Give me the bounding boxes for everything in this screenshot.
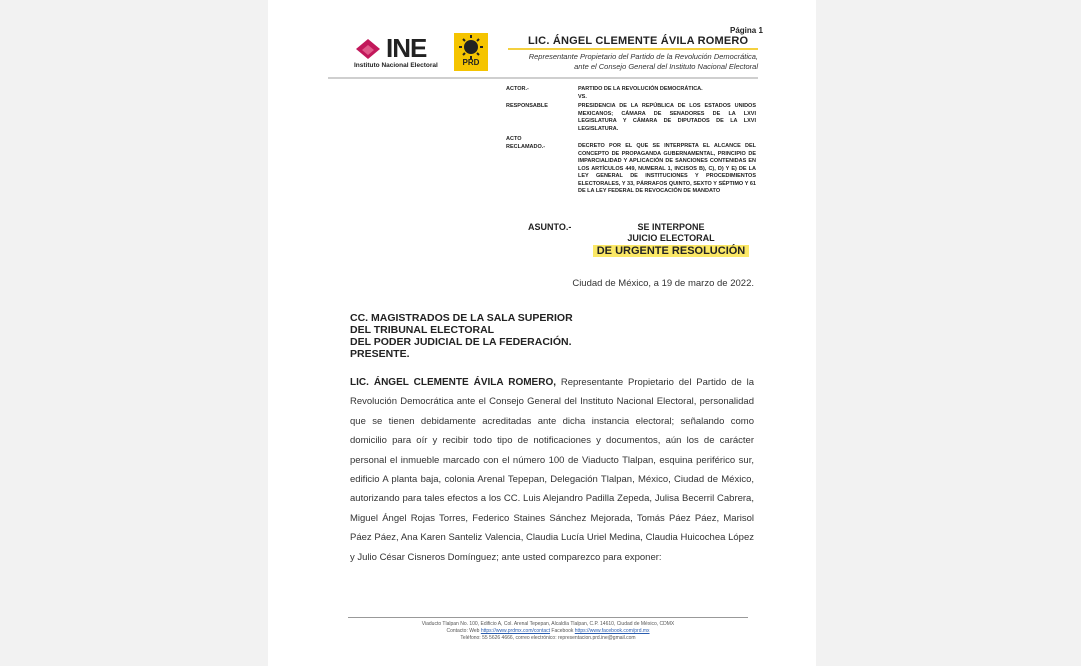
footer-phone: Teléfono: 55 5626 4666, correo electrónico: representacion.prd.ine@gmail.com: [460, 635, 636, 641]
asunto-highlight: DE URGENTE RESOLUCIÓN: [593, 245, 750, 257]
footer-facebook-label: Facebook: [551, 628, 574, 634]
header-divider: [328, 77, 758, 79]
addressee: [350, 312, 573, 360]
asunto-line1: SE INTERPONE: [637, 222, 705, 232]
header-yellow-rule: [508, 48, 758, 50]
document-date: Ciudad de México, a 19 de marzo de 2022.: [572, 278, 754, 289]
acto-value: DECRETO POR EL QUE SE INTERPRETA EL ALCANCE DEL CONCEPTO DE PROPAGANDA GUBERNAMENTAL, PRINCIPIO DE IMPARCIALIDAD Y APLICACIÓN DE SANCIONES CONTENIDAS EN LOS ARTÍCULOS 449, NUMERAL 1, INCISOS B), C), D) Y E) DE LA LEY GENERAL DE INSTITUCIONES Y PROCEDIMIENTOS ELECTORALES, Y 33, PÁRRAFOS QUINTO, SEXTO Y SÉPTIMO Y 61 DE LA LEY FEDERAL DE REVOCACIÓN DE MANDATO: [578, 143, 756, 194]
representative-name: LIC. ÁNGEL CLEMENTE ÁVILA ROMERO: [528, 35, 749, 47]
footer-facebook-link[interactable]: https://www.facebook.com/prd.mx: [574, 628, 650, 634]
footer-contact-label: Contacto: Web: [446, 628, 480, 634]
addressee-line1: CC. MAGISTRADOS DE LA SALA SUPERIOR: [350, 312, 573, 324]
asunto-line2: JUICIO ELECTORAL: [627, 233, 715, 243]
body-paragraph: [350, 373, 754, 567]
responsable-value: PRESIDENCIA DE LA REPÚBLICA DE LOS ESTADOS UNIDOS MEXICANOS; CÁMARA DE SENADORES DE LA LXVI LEGISLATURA Y CÁMARA DE DIPUTADOS DE LA LXVI LEGISLATURA.: [578, 103, 756, 132]
page-number: Página 1: [730, 26, 763, 35]
responsable-label: RESPONSABLE: [506, 103, 548, 109]
representative-role-line2: ante el Consejo General del Instituto Nacional Electoral: [574, 62, 758, 71]
addressee-line3: DEL PODER JUDICIAL DE LA FEDERACIÓN.: [350, 336, 572, 348]
prd-logo-text: PRD: [462, 58, 480, 67]
asunto-line3: [586, 244, 756, 258]
footer-address: Viaducto Tlalpan No. 100, Edificio A, Col. Arenal Tepepan, Alcaldía Tlalpan, C.P. 14610, Ciudad de México, CDMX: [421, 621, 675, 627]
acto-label-line1: ACTO: [506, 136, 522, 142]
footer-contact: [348, 628, 748, 634]
acto-label-line2: RECLAMADO.-: [506, 143, 546, 150]
actor-value: PARTIDO DE LA REVOLUCIÓN DEMOCRÁTICA.: [578, 86, 703, 92]
versus-label: VS.: [578, 94, 587, 100]
document-page: [268, 0, 816, 666]
footer-divider: [348, 617, 748, 618]
acto-label: [506, 136, 566, 151]
actor-label: ACTOR.-: [506, 86, 529, 92]
ine-logo-text: INE: [386, 33, 427, 63]
addressee-line2: DEL TRIBUNAL ELECTORAL: [350, 324, 495, 336]
ine-logo-icon: [354, 37, 382, 59]
representative-role: [508, 52, 758, 72]
ine-logo-subtitle: Instituto Nacional Electoral: [354, 62, 438, 69]
body-text: Representante Propietario del Partido de la Revolución Democrática ante el Consejo General del Instituto Nacional Electoral, personalidad que se tienen debidamente acreditadas ante dicha instancia electoral; señalando como domicilio para oír y recibir todo tipo de notificaciones y documentos, aún los de carácter personal el inmueble marcado con el número 100 de Viaducto Tlalpan, esquina periférico sur, edificio A planta baja, colonia Arenal Tepepan, Delegación Tlalpan, México, Ciudad de México, autorizando para tales efectos a los CC. Luis Alejandro Padilla Zepeda, Julisa Becerril Cabrera, Miguel Ángel Rojas Torres, Federico Staines Sánchez Mejorada, Tomás Páez Páez, Marisol Páez Páez, Ana Karen Santeliz Valencia, Claudia Lucía Uriel Medina, Claudia Huicochea López y Julio César Cisneros Domínguez; ante usted comparezco para exponer:: [350, 377, 754, 563]
body-lead-name: LIC. ÁNGEL CLEMENTE ÁVILA ROMERO,: [350, 377, 556, 388]
representative-role-line1: Representante Propietario del Partido de la Revolución Democrática,: [528, 52, 758, 61]
footer-web-link[interactable]: https://www.prdmx.com/contact: [480, 628, 551, 634]
asunto-label: ASUNTO.-: [528, 222, 572, 232]
addressee-line4: PRESENTE.: [350, 348, 410, 360]
